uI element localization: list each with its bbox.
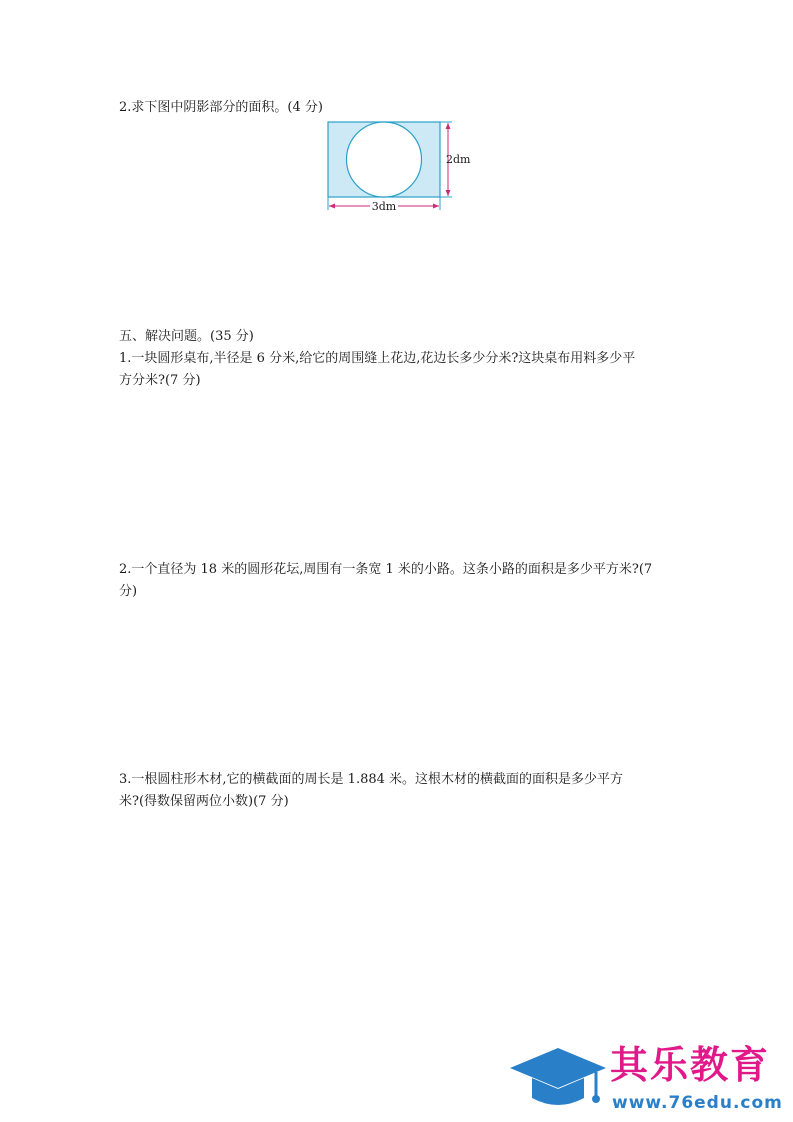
question-5-2-line-1: 2.一个直径为 18 米的圆形花坛,周围有一条宽 1 米的小路。这条小路的面积是多少平方米?(7 <box>119 562 653 577</box>
graduation-cap-icon <box>508 1044 608 1116</box>
question-5-1-line-2: 方分米?(7 分) <box>119 373 201 388</box>
brand-url: www.76edu.com <box>612 1093 783 1113</box>
inner-circle <box>347 122 422 197</box>
question-5-3-line-2: 米?(得数保留两位小数)(7 分) <box>119 794 289 809</box>
question-4-2: 2.求下图中阴影部分的面积。(4 分) <box>119 100 323 115</box>
height-label: 2dm <box>446 153 471 166</box>
question-5-2-line-2: 分) <box>119 584 138 599</box>
width-arrow-right <box>433 204 439 209</box>
shaded-area-figure <box>318 114 478 216</box>
height-arrow-bottom <box>446 190 451 196</box>
section-5-heading: 五、解决问题。(35 分) <box>119 329 254 344</box>
question-5-3-line-1: 3.一根圆柱形木材,它的横截面的周长是 1.884 米。这根木材的横截面的面积是多少平方 <box>119 772 624 787</box>
width-label: 3dm <box>371 200 397 213</box>
watermark-logo <box>508 1040 788 1118</box>
brand-name: 其乐教育 <box>610 1043 771 1087</box>
height-arrow-top <box>446 123 451 129</box>
question-5-1-line-1: 1.一块圆形桌布,半径是 6 分米,给它的周围缝上花边,花边长多少分米?这块桌布用料多少平 <box>119 351 636 366</box>
rectangle-circle-diagram <box>318 114 478 216</box>
width-arrow-left <box>329 204 335 209</box>
